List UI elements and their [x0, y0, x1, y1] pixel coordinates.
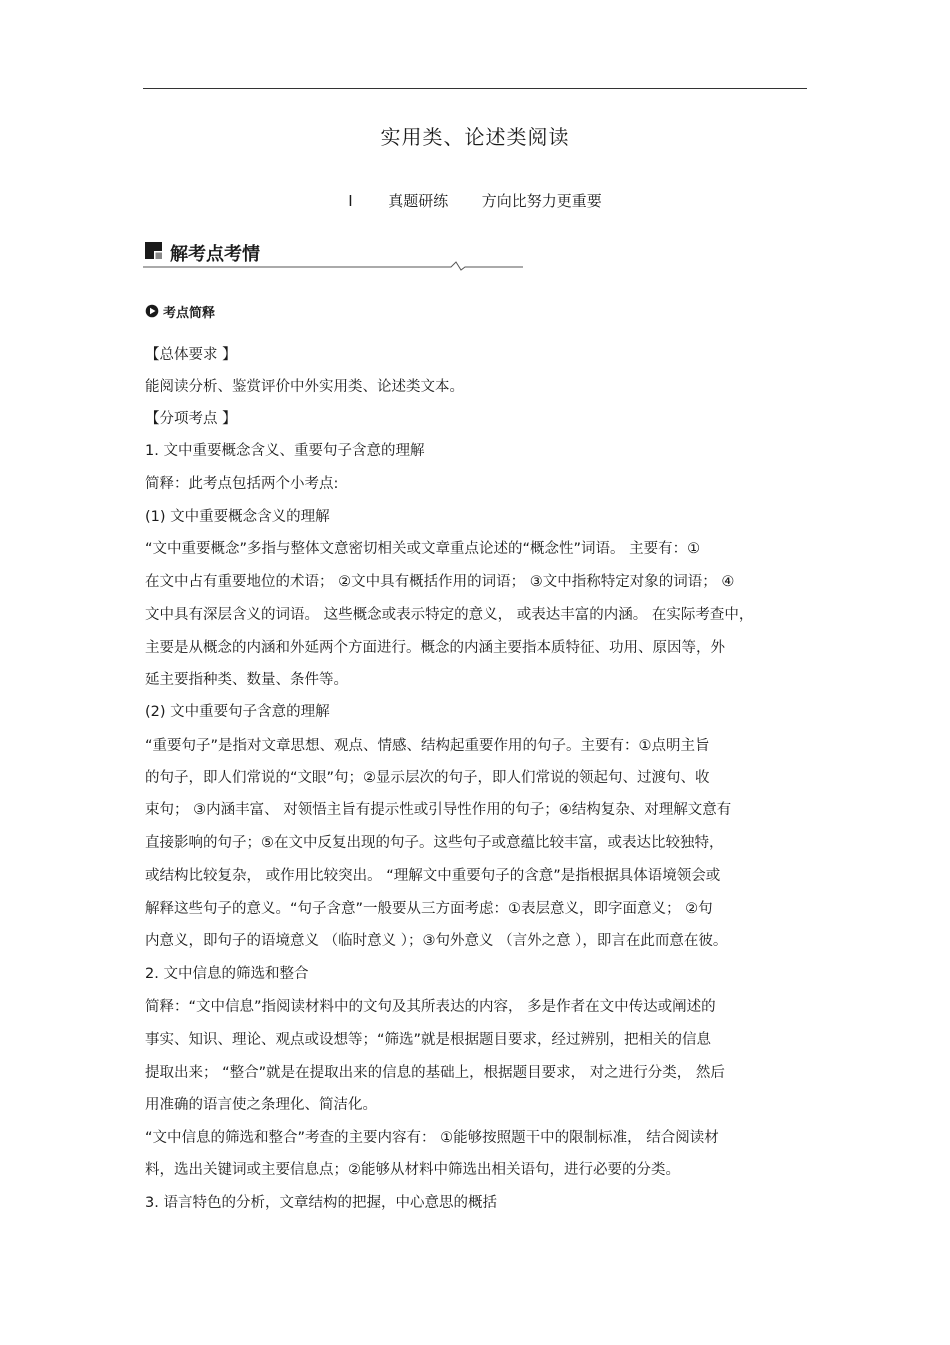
body-line: 的句子，即人们常说的“文眼”句；②显示层次的句子，即人们常说的领起句、过渡句、收	[145, 770, 710, 786]
body-line: 延主要指种类、数量、条件等。	[145, 672, 348, 688]
subtitle-part2: 方向比努力更重要	[481, 192, 602, 210]
section-divider	[143, 258, 525, 272]
section-heading: 解考点考情	[170, 244, 260, 265]
body-line: 解释这些句子的意义。“句子含意”一般要从三方面考虑：①表层意义，即字面意义； ②句	[145, 901, 713, 917]
body-line: 主要是从概念的内涵和外延两个方面进行。概念的内涵主要指本质特征、功用、原因等，外	[145, 640, 725, 656]
body-line: 直接影响的句子；⑤在文中反复出现的句子。这些句子或意蕴比较丰富，或表达比较独特，	[145, 835, 724, 851]
body-line: 【总体要求 】	[145, 347, 237, 363]
body-line: 事实、知识、理论、观点或设想等；“筛选”就是根据题目要求，经过辨别，把相关的信息	[145, 1032, 712, 1048]
body-line: 能阅读分析、鉴赏评价中外实用类、论述类文本。	[145, 379, 464, 395]
section-square-icon	[145, 242, 162, 259]
play-circle-icon	[145, 304, 159, 318]
sub-heading: 考点简释	[163, 306, 216, 321]
body-line: 简释：此考点包括两个小考点:	[145, 476, 339, 492]
body-line: “文中信息的筛选和整合”考查的主要内容有： ①能够按照题干中的限制标准， 结合阅读材	[145, 1130, 719, 1146]
body-line: 【分项考点 】	[145, 411, 237, 427]
body-line: (1) 文中重要概念含义的理解	[145, 509, 330, 525]
page-subtitle	[0, 190, 950, 211]
body-line: 料，选出关键词或主要信息点；②能够从材料中筛选出相关语句，进行必要的分类。	[145, 1162, 680, 1178]
body-line: “文中重要概念”多指与整体文意密切相关或文章重点论述的“概念性”词语。 主要有：①	[145, 541, 701, 557]
body-line: (2) 文中重要句子含意的理解	[145, 704, 330, 720]
body-line: 提取出来； “整合”就是在提取出来的信息的基础上，根据题目要求， 对之进行分类， 然后	[145, 1065, 725, 1081]
top-rule	[143, 88, 807, 89]
body-line: 3. 语言特色的分析，文章结构的把握，中心意思的概括	[145, 1195, 497, 1211]
body-line: 用准确的语言使之条理化、简洁化。	[145, 1097, 377, 1113]
body-line: “重要句子”是指对文章思想、观点、情感、结构起重要作用的句子。主要有：①点明主旨	[145, 738, 710, 754]
page-title: 实用类、论述类阅读	[380, 125, 570, 149]
body-line: 在文中占有重要地位的术语； ②文中具有概括作用的词语； ③文中指称特定对象的词语； ④	[145, 574, 735, 590]
body-line: 简释：“文中信息”指阅读材料中的文句及其所表达的内容， 多是作者在文中传达或阐述的	[145, 999, 716, 1015]
body-line: 内意义，即句子的语境意义 （临时意义 ）；③句外意义 （言外之意 ），即言在此而意在彼。	[145, 933, 728, 949]
subtitle-part1: 真题研练	[388, 192, 449, 210]
body-line: 束句； ③内涵丰富、 对领悟主旨有提示性或引导性作用的句子；④结构复杂、对理解文意有	[145, 802, 732, 818]
body-line: 或结构比较复杂， 或作用比较突出。 “理解文中重要句子的含意”是指根据具体语境领会或	[145, 868, 721, 884]
body-line: 1. 文中重要概念含义、重要句子含意的理解	[145, 443, 425, 459]
subtitle-numeral: Ⅰ	[348, 192, 353, 210]
body-line: 文中具有深层含义的词语。 这些概念或表示特定的意义， 或表达丰富的内涵。 在实际考查中，	[145, 607, 754, 623]
body-line: 2. 文中信息的筛选和整合	[145, 966, 309, 982]
